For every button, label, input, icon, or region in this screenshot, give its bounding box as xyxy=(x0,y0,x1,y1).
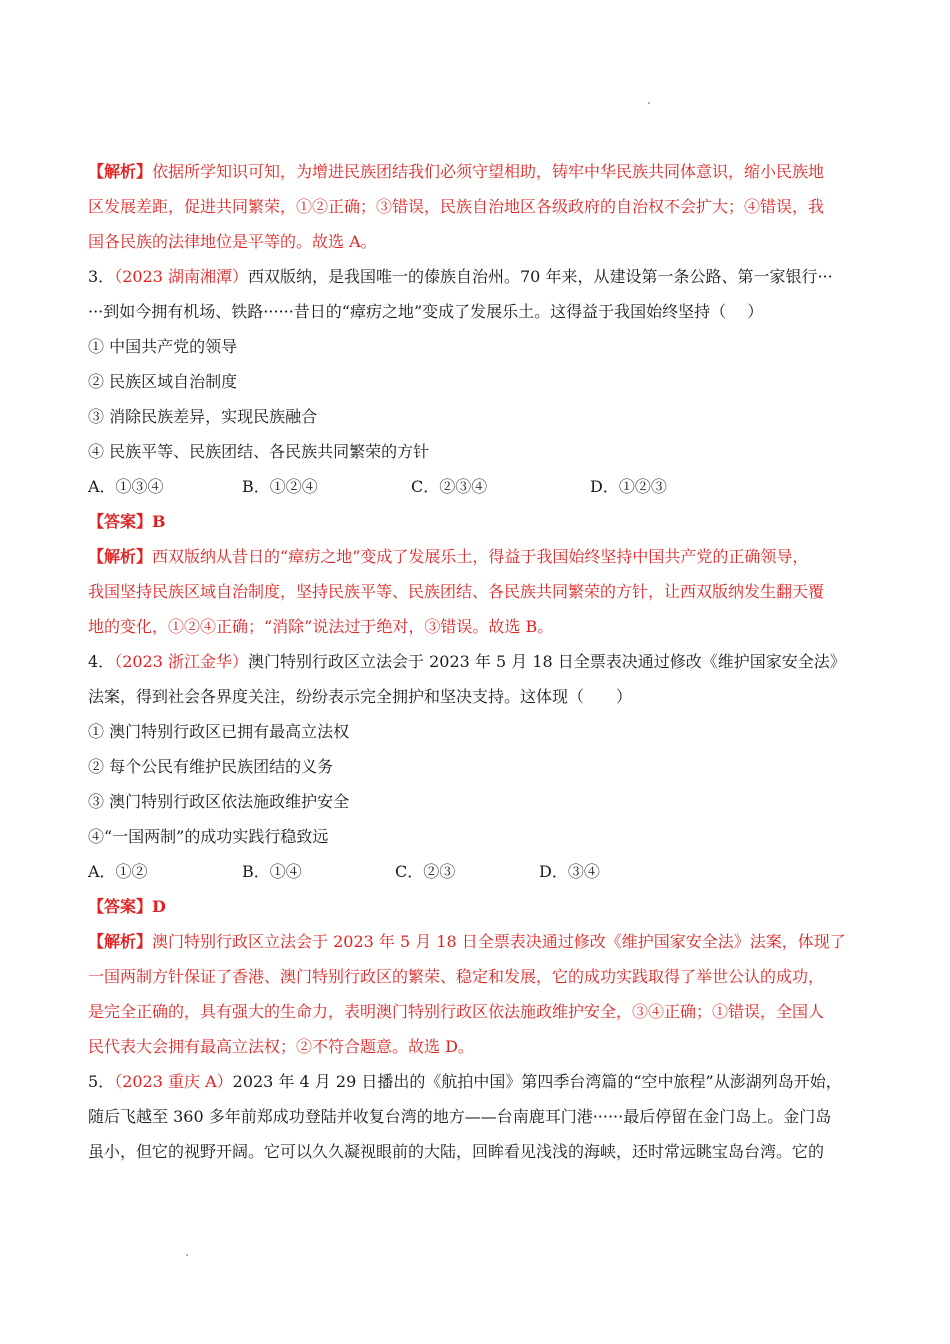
q3-answer xyxy=(88,504,862,539)
q4-options xyxy=(88,854,862,889)
q4-answer xyxy=(88,889,862,924)
option-b: B．①②④ xyxy=(242,477,318,496)
analysis-tag: 【解析】 xyxy=(88,547,153,566)
question-number: 5． xyxy=(88,1072,115,1091)
q4-item-2: ② 每个公民有维护民族团结的义务 xyxy=(88,757,334,776)
analysis-tag: 【解析】 xyxy=(88,162,153,181)
q2-analysis-line-3: 国各民族的法律地位是平等的。故选 A。 xyxy=(88,232,377,251)
option-c: C．②③④ xyxy=(411,477,488,496)
question-source: （2023 重庆 A） xyxy=(114,1072,233,1091)
q2-analysis-line-2: 区发展差距，促进共同繁荣，①②正确；③错误，民族自治地区各级政府的自治权不会扩大；④错误，我 xyxy=(88,197,825,216)
q5-stem-line-1: 5．（2023 重庆 A）2023 年 4 月 29 日播出的《航拍中国》第四季台湾篇的“空中旅程”从澎湖列岛开始， xyxy=(88,1072,842,1091)
q3-analysis-line-3: 地的变化，①②④正确；“消除”说法过于绝对，③错误。故选 B。 xyxy=(88,617,554,636)
q3-stem-line-2: ···到如今拥有机场、铁路······昔日的“瘴疠之地”变成了发展乐土。这得益于我国始终坚持（ ） xyxy=(88,302,764,321)
answer-tag: 【答案】 xyxy=(88,897,153,916)
answer-tag: 【答案】 xyxy=(88,512,153,531)
q3-options xyxy=(88,469,862,504)
header-dot xyxy=(648,102,650,104)
question-number: 4． xyxy=(88,652,115,671)
q3-analysis-line-1: 【解析】西双版纳从昔日的“瘴疠之地”变成了发展乐土，得益于我国始终坚持中国共产党的正确领导， xyxy=(88,547,809,566)
question-number: 3． xyxy=(88,267,115,286)
analysis-tag: 【解析】 xyxy=(88,932,153,951)
option-b: B．①④ xyxy=(242,862,302,881)
q4-analysis-line-4: 民代表大会拥有最高立法权；②不符合题意。故选 D。 xyxy=(88,1037,474,1056)
q3-item-4: ④ 民族平等、民族团结、各民族共同繁荣的方针 xyxy=(88,442,430,461)
q4-item-1: ① 澳门特别行政区已拥有最高立法权 xyxy=(88,722,350,741)
q3-stem-line-1: 3．（2023 湖南湘潭）西双版纳，是我国唯一的傣族自治州。70 年来，从建设第一条公路、第一家银行··· xyxy=(88,267,833,286)
q2-analysis-line-1: 【解析】依据所学知识可知，为增进民族团结我们必须守望相助，铸牢中华民族共同体意识，缩小民族地 xyxy=(88,162,825,181)
option-d: D．①②③ xyxy=(590,477,667,496)
q5-stem-line-2: 随后飞越至 360 多年前郑成功登陆并收复台湾的地方——台南鹿耳门港······最后停留在金门岛上。金门岛 xyxy=(88,1107,832,1126)
q4-analysis-line-3: 是完全正确的，具有强大的生命力，表明澳门特别行政区依法施政维护安全，③④正确；①错误，全国人 xyxy=(88,1002,825,1021)
q3-item-1: ① 中国共产党的领导 xyxy=(88,337,238,356)
question-source: （2023 浙江金华） xyxy=(114,652,248,671)
q4-item-4: ④“一国两制”的成功实践行稳致远 xyxy=(88,827,329,846)
q4-item-3: ③ 澳门特别行政区依法施政维护安全 xyxy=(88,792,350,811)
option-c: C．②③ xyxy=(395,862,456,881)
option-a: A．①② xyxy=(88,862,148,881)
option-a: A．①③④ xyxy=(88,477,164,496)
q4-analysis-line-1: 【解析】澳门特别行政区立法会于 2023 年 5 月 18 日全票表决通过修改《维护国家安全法》法案，体现了 xyxy=(88,932,846,951)
answer-value: D xyxy=(152,897,166,916)
question-source: （2023 湖南湘潭） xyxy=(114,267,248,286)
q4-stem-line-1: 4．（2023 浙江金华）澳门特别行政区立法会于 2023 年 5 月 18 日全票表决通过修改《维护国家安全法》 xyxy=(88,652,846,671)
q4-stem-line-2: 法案，得到社会各界度关注，纷纷表示完全拥护和坚决支持。这体现（ ） xyxy=(88,687,633,706)
q3-item-3: ③ 消除民族差异，实现民族融合 xyxy=(88,407,318,426)
q4-analysis-line-2: 一国两制方针保证了香港、澳门特别行政区的繁荣、稳定和发展，它的成功实践取得了举世公认的成功， xyxy=(88,967,825,986)
footer-dot xyxy=(186,1254,188,1256)
option-d: D．③④ xyxy=(539,862,600,881)
q5-stem-line-3: 虽小，但它的视野开阔。它可以久久凝视眼前的大陆，回眸看见浅浅的海峡，还时常远眺宝岛台湾。它的 xyxy=(88,1142,825,1161)
answer-value: B xyxy=(152,512,166,531)
q3-item-2: ② 民族区域自治制度 xyxy=(88,372,238,391)
q3-analysis-line-2: 我国坚持民族区域自治制度，坚持民族平等、民族团结、各民族共同繁荣的方针，让西双版纳发生翻天覆 xyxy=(88,582,825,601)
page-content xyxy=(88,154,862,1169)
